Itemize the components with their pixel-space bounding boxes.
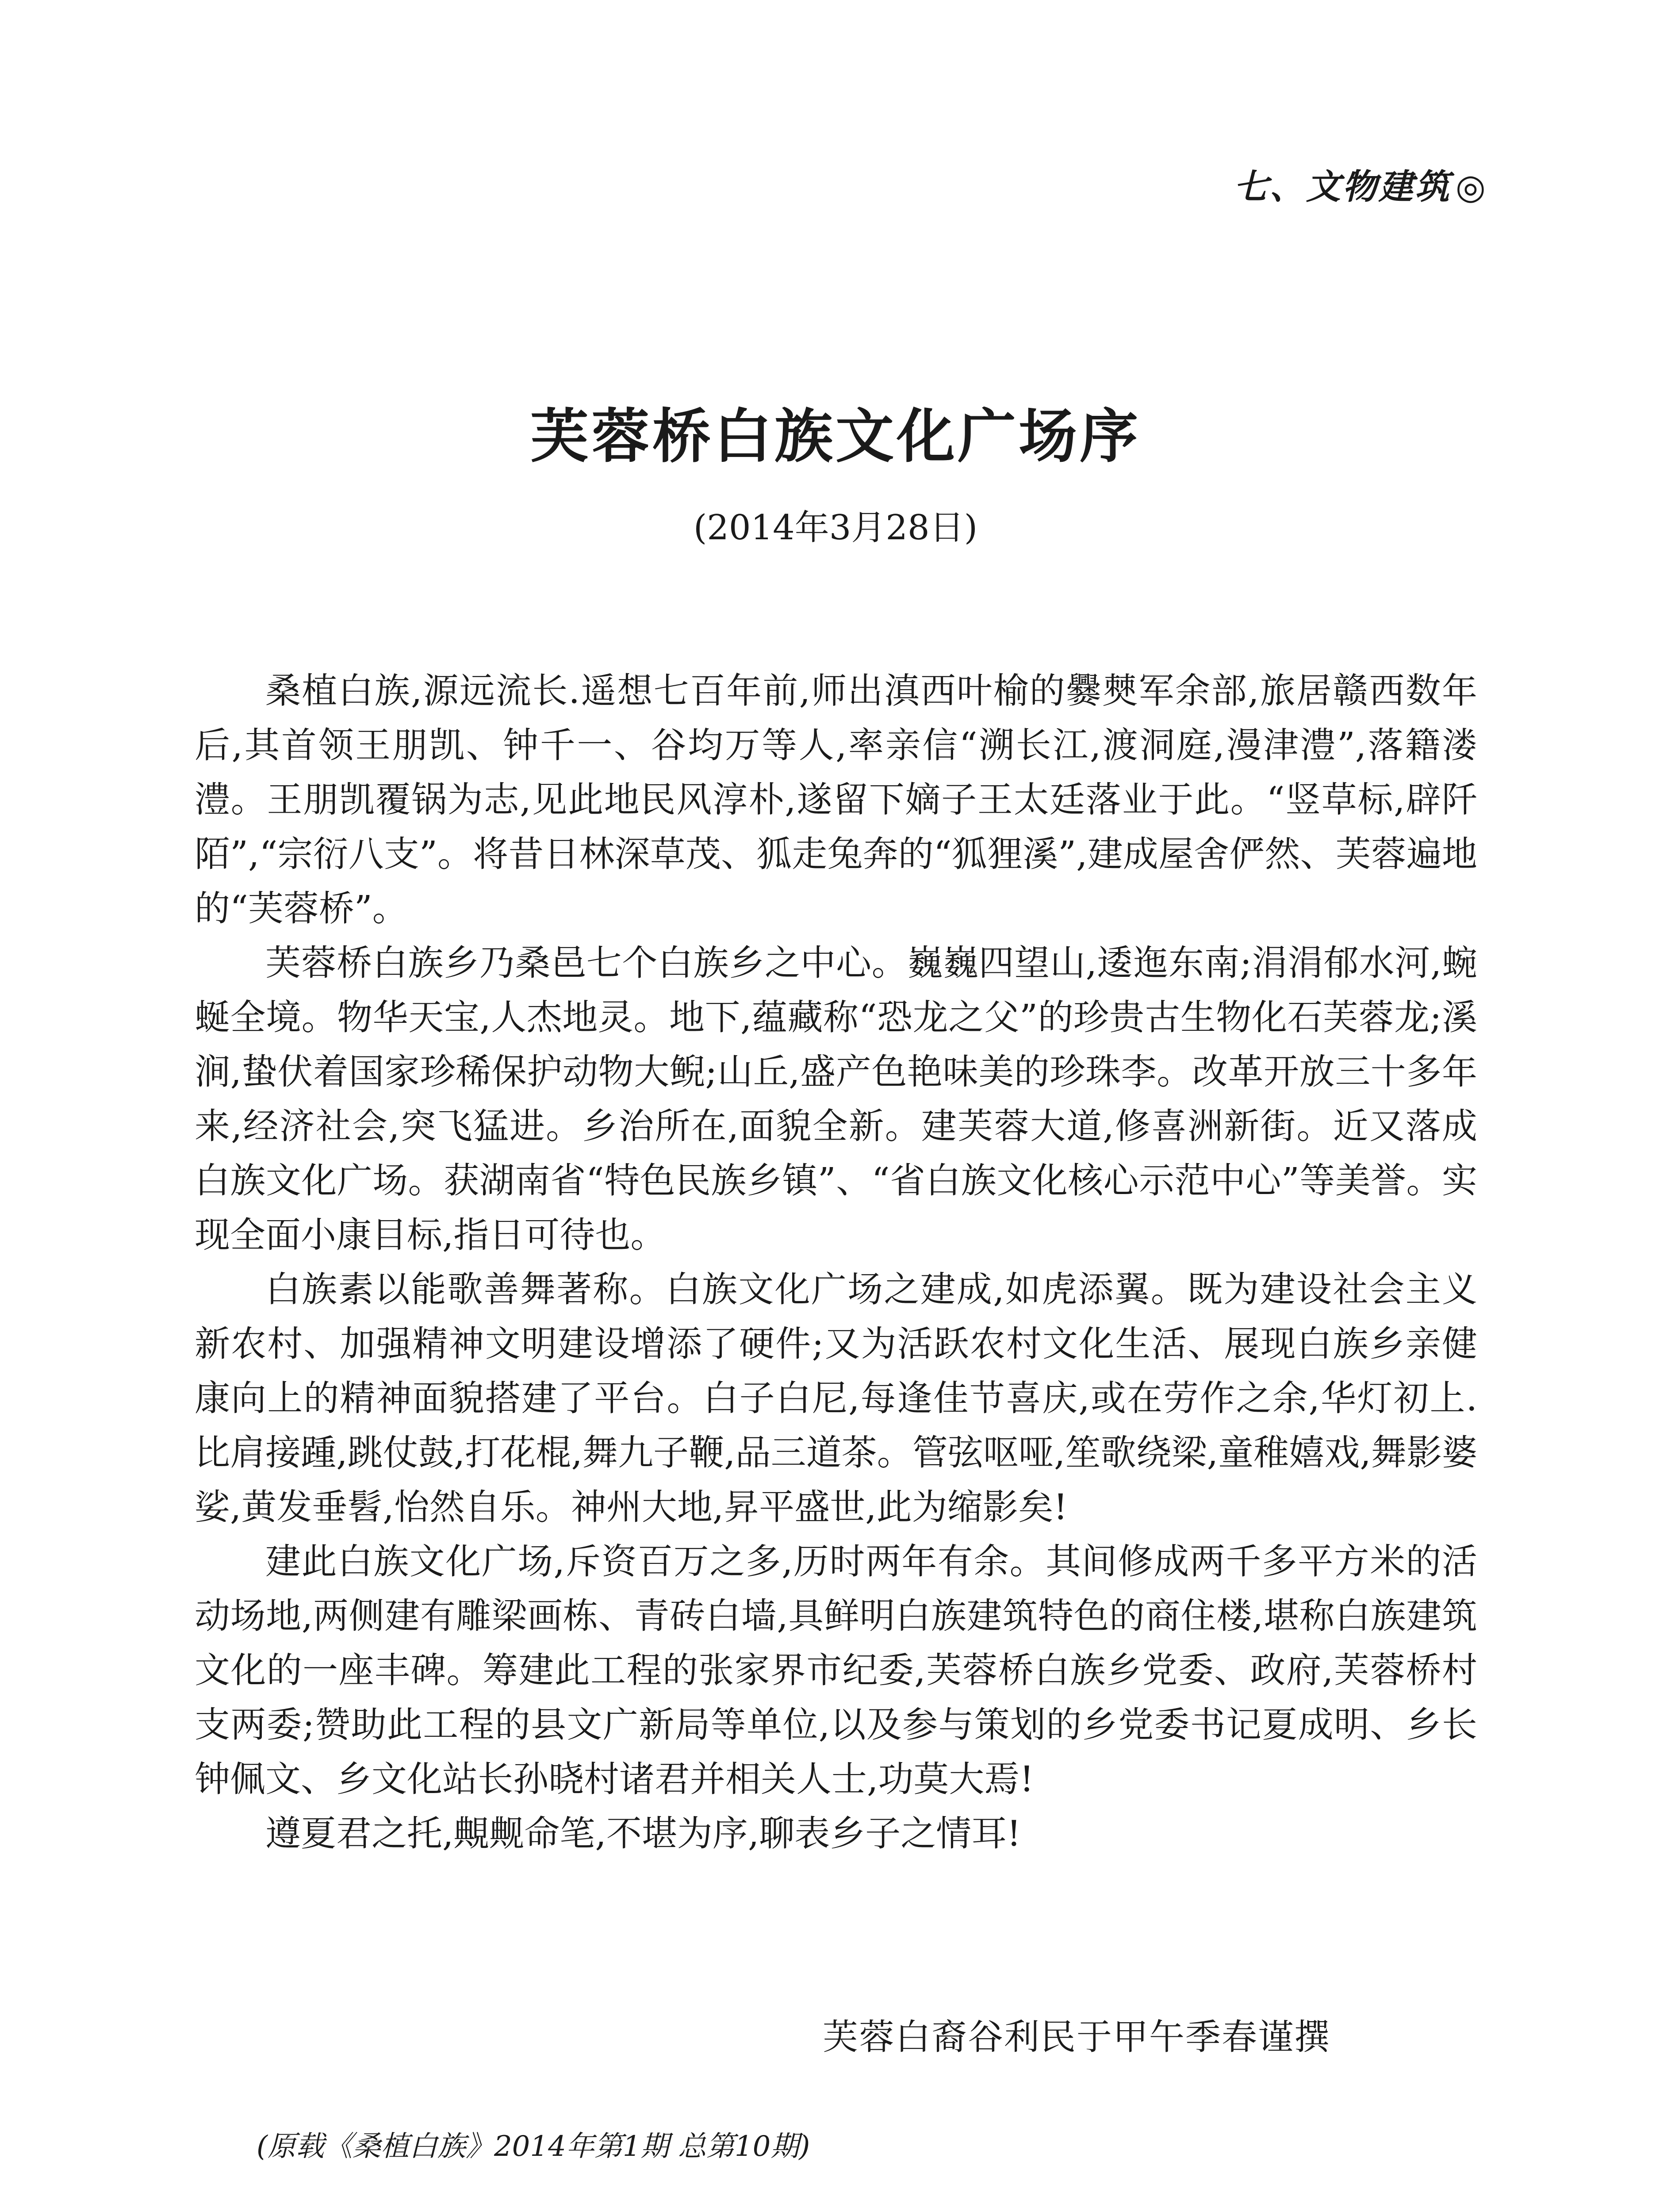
- article-date: (2014年3月28日): [693, 508, 978, 548]
- circle-mark-icon: ◎: [1455, 167, 1487, 207]
- paragraph-1: 桑植白族,源远流长.遥想七百年前,师出滇西叶榆的爨僰军余部,旅居赣西数年后,其首领王朋凯、钟千一、谷均万等人,率亲信“溯长江,渡洞庭,漫津澧”,落籍溇澧。王朋凯覆锅为志,见此地民风淳朴,遂留下嫡子王太廷落业于此。“竖草标,辟阡陌”,“宗衍八支”。将昔日林深草茂、狐走兔奔的“狐狸溪”,建成屋舍俨然、芙蓉遍地的“芙蓉桥”。: [195, 670, 1477, 929]
- article-title: 芙蓉桥白族文化广场序: [530, 402, 1141, 471]
- author-signature: 芙蓉白裔谷利民于甲午季春谨撰: [823, 2016, 1330, 2058]
- paragraph-2: 芙蓉桥白族乡乃桑邑七个白族乡之中心。巍巍四望山,逶迤东南;涓涓郁水河,蜿蜒全境。物华天宝,人杰地灵。地下,蕴藏称“恐龙之父”的珍贵古生物化石芙蓉龙;溪涧,蛰伏着国家珍稀保护动物大鲵;山丘,盛产色艳味美的珍珠李。改革开放三十多年来,经济社会,突飞猛进。乡治所在,面貌全新。建芙蓉大道,修喜洲新街。近又落成白族文化广场。获湖南省“特色民族乡镇”、“省白族文化核心示范中心”等美誉。实现全面小康目标,指日可待也。: [195, 942, 1477, 1256]
- running-head: [1234, 159, 1487, 209]
- paragraph-3: 白族素以能歌善舞著称。白族文化广场之建成,如虎添翼。既为建设社会主义新农村、加强精神文明建设增添了硬件;又为活跃农村文化生活、展现白族乡亲健康向上的精神面貌搭建了平台。白子白尼,每逢佳节喜庆,或在劳作之余,华灯初上.比肩接踵,跳仗鼓,打花棍,舞九子鞭,品三道茶。管弦呕哑,笙歌绕梁,童稚嬉戏,舞影婆娑,黄发垂髫,怡然自乐。神州大地,昇平盛世,此为缩影矣!: [195, 1269, 1477, 1528]
- running-head-label: 七、文物建筑: [1233, 167, 1451, 207]
- paragraph-5: 遵夏君之托,覥觍命笔,不堪为序,聊表乡子之情耳!: [265, 1813, 1021, 1854]
- source-note: (原载《桑植白族》2014年第1期 总第10期): [257, 2130, 810, 2163]
- paragraph-4: 建此白族文化广场,斥资百万之多,历时两年有余。其间修成两千多平方米的活动场地,两侧建有雕梁画栋、青砖白墙,具鲜明白族建筑特色的商住楼,堪称白族建筑文化的一座丰碑。筹建此工程的张家界市纪委,芙蓉桥白族乡党委、政府,芙蓉桥村支两委;赞助此工程的县文广新局等单位,以及参与策划的乡党委书记夏成明、乡长钟佩文、乡文化站长孙晓村诸君并相关人士,功莫大焉!: [195, 1541, 1477, 1800]
- article-body: [195, 664, 1477, 1861]
